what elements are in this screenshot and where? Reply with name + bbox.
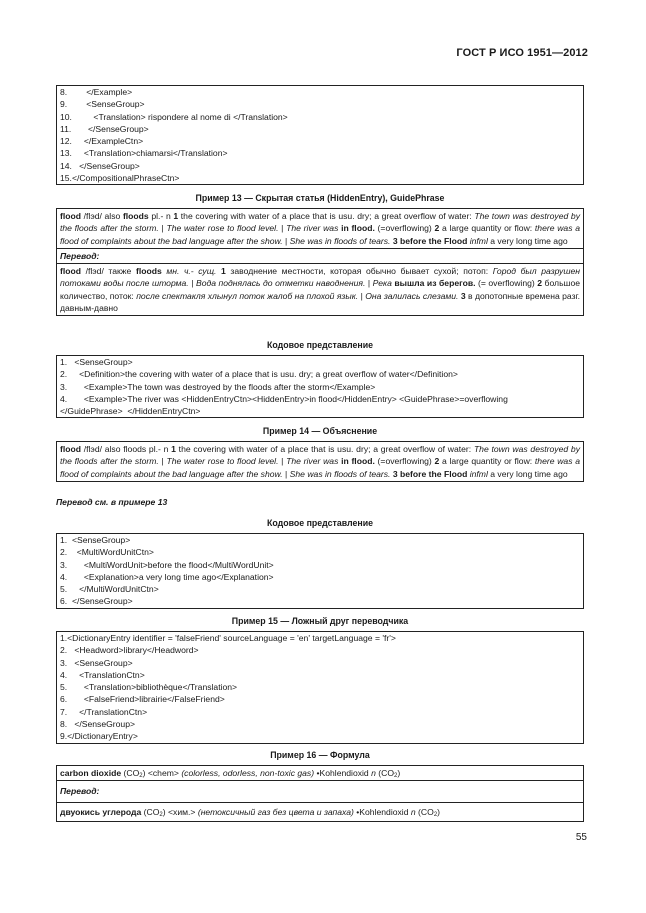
example-14-code-caption: Кодовое представление xyxy=(267,518,373,528)
example-15-caption: Пример 15 — Ложный друг переводчика xyxy=(231,616,409,626)
page-number: 55 xyxy=(575,832,587,843)
document-header: ГОСТ Р ИСО 1951—2012 xyxy=(456,47,588,59)
code-line: 8. </SenseGroup> xyxy=(60,719,136,730)
example-16-caption: Пример 16 — Формула xyxy=(270,750,370,760)
code-line: 1. <SenseGroup> xyxy=(60,357,133,367)
code-line: 7. </TranslationCtn> xyxy=(60,706,148,717)
code-block-continuation xyxy=(56,85,584,185)
code-line: 6. </SenseGroup> xyxy=(60,596,133,607)
code-line: 4. <TranslationCtn> xyxy=(60,669,145,680)
example-13-entry-box xyxy=(56,208,584,316)
example-14-caption: Пример 14 — Объяснение xyxy=(262,426,378,436)
translation-reference-note: Перевод см. в примере 13 xyxy=(56,497,168,507)
code-line: 2. <Definition>the covering with water of a place that is usu. dry; a great overflow of water</Definition> xyxy=(60,369,458,380)
code-line: 3. <Example>The town was destroyed by the floods after the storm</Example> xyxy=(60,381,376,392)
code-line: 15.</CompositionalPhraseCtn> xyxy=(60,173,180,184)
code-line: 6. <FalseFriend>librairie</FalseFriend> xyxy=(60,694,225,705)
example-16-russian-entry: двуокись углерода $(CO_2) <хим.>$ (нетоксичный газ без цвета и запаха) •Kohlendioxid n $(CO_2)$ xyxy=(57,802,583,821)
code-line: 11. </SenseGroup> xyxy=(60,123,149,134)
code-line: 9. <SenseGroup> xyxy=(60,99,145,110)
example-13-russian-entry: flood /flэd/ также floods мн. ч.- сущ. 1 заводнение местности, которая обычно бывает сухой; потоп: Город был разрушен потоками воды после шторма. | Вода поднялась до отметки наводнения. | Река вышла из берегов. (= overflowing) 2 большое количество, поток: после спектакля хлынул поток жалоб на плохой язык. | Она залилась слезами. 3 в допотопные времена разг. давным-давно xyxy=(57,263,583,315)
code-line: 2. <Headword>library</Headword> xyxy=(60,645,199,656)
code-line: 9.</DictionaryEntry> xyxy=(60,731,138,742)
code-line: 1.<DictionaryEntry identifier = 'falseFriend' sourceLanguage = 'en' targetLanguage = 'fr'> xyxy=(60,633,396,643)
code-line: 14. </SenseGroup> xyxy=(60,160,140,171)
code-line: 5. <Translation>bibliothèque</Translation> xyxy=(60,682,238,693)
headword: flood xyxy=(60,211,81,221)
example-14-entry-box xyxy=(56,441,584,482)
code-line: 13. <Translation>chiamarsi</Translation> xyxy=(60,148,228,159)
code-line: </GuidePhrase> </HiddenEntryCtn> xyxy=(60,406,201,417)
example-13-code-block xyxy=(56,355,584,418)
code-line: 12. </ExampleCtn> xyxy=(60,136,144,147)
example-13-caption: Пример 13 — Скрытая статья (HiddenEntry), GuidePhrase xyxy=(195,193,445,203)
example-14-code-block xyxy=(56,533,584,609)
code-line: 10. <Translation> rispondere al nome di </Translation> xyxy=(60,111,288,122)
code-line: 8. </Example> xyxy=(60,87,133,97)
code-line: 3. <SenseGroup> xyxy=(60,657,133,668)
code-line: 2. <MultiWordUnitCtn> xyxy=(60,547,154,558)
code-line: 3. <MultiWordUnit>before the flood</MultiWordUnit> xyxy=(60,559,274,570)
translation-label-row xyxy=(57,248,583,263)
example-15-code-block xyxy=(56,631,584,744)
example-13-english-entry: flood /flэd/ also floods pl.- n 1 the covering with water of a place that is usu. dry; a great overflow of water: The town was destroyed by the floods after the storm. | The water rose to flood level. | The river was in flood. (=overflowing) 2 a large quantity or flow: there was a flood of complaints about the bad language after the show. | She was in floods of tears. 3 before the Flood infml a very long time ago xyxy=(60,211,580,246)
code-line: 1. <SenseGroup> xyxy=(60,535,131,545)
translation-label: Перевод: xyxy=(60,250,100,261)
example-14-english-entry: flood /flэd/ also floods pl.- n 1 the covering with water of a place that is usu. dry; a great overflow of water: The town was destroyed by the floods after the storm. | The water rose to flood level. | The river was in flood. (=overflowing) 2 a large quantity or flow: there was a flood of complaints about the bad language after the show. | She was in floods of tears. 3 before the Flood infml a very long time ago xyxy=(60,444,580,479)
code-line: 5. </MultiWordUnitCtn> xyxy=(60,584,159,595)
code-line: 4. <Example>The river was <HiddenEntryCtn><HiddenEntry>in flood</HiddenEntry> <GuidePhrase>=overflowing xyxy=(60,393,508,404)
example-16-entry-box xyxy=(56,765,584,822)
code-line: 4. <Explanation>a very long time ago</Explanation> xyxy=(60,571,274,582)
translation-label-row xyxy=(57,780,583,801)
example-13-code-caption: Кодовое представление xyxy=(267,340,373,350)
translation-label: Перевод: xyxy=(60,786,100,797)
example-16-english-entry: carbon dioxide $(CO_2)$ <chem> (colorless, odorless, non-toxic gas) •Kohlendioxid n $(CO_2)$ xyxy=(60,768,401,779)
